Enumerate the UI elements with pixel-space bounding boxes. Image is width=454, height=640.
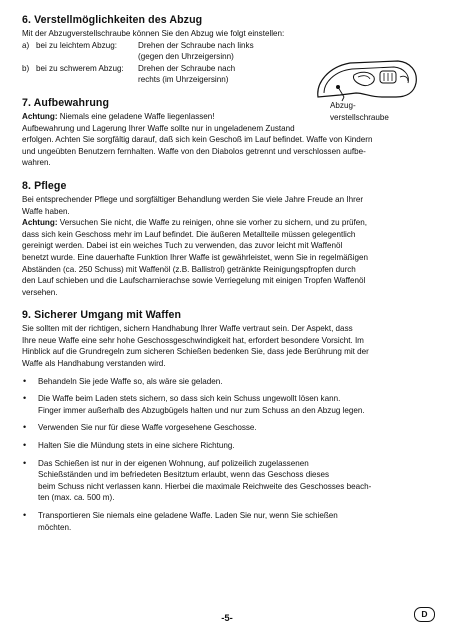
bullet-text: Das Schießen ist nur in der eigenen Wohnung, auf polizeilich zugelassenen: [38, 458, 309, 468]
adjust-row-a: [22, 40, 434, 52]
bullet-text: Finger immer außerhalb des Abzugbügels halten und nur zum Schuss an den Abzug legen.: [38, 405, 365, 415]
body-line: versehen.: [22, 287, 58, 297]
body-line: erfolgen. Achten Sie sorgfältig darauf, daß sich kein Geschoß im Lauf befindet. Waffe von Kindern: [22, 135, 373, 145]
list-item: [22, 393, 434, 416]
row-action: Drehen der Schraube nach links: [138, 40, 254, 50]
body-line: Aufbewahrung und Lagerung Ihrer Waffe sollte nur in ungeladenem Zustand: [22, 123, 295, 133]
warning-text: Niemals eine geladene Waffe liegenlassen!: [57, 111, 215, 121]
warning-text: Versuchen Sie nicht, die Waffe zu reinigen, ohne sie vorher zu sichern, und zu prüfen,: [57, 218, 368, 228]
bullet-text: Schießständen und im befriedeten Besitztum erlaubt, wenn das Geschoss dieses: [38, 470, 330, 480]
caption-line: Abzug-: [330, 101, 356, 110]
list-item: [22, 376, 434, 388]
body-line: Waffe haben.: [22, 206, 70, 216]
figure-caption: [330, 100, 389, 123]
body-line: benetzt wurde. Eine dauerhafte Funktion Ihrer Waffe ist gewährleistet, wenn Sie in regelmäßigen: [22, 252, 368, 262]
caption-line: verstellschraube: [330, 112, 389, 122]
bullet-text: Halten Sie die Mündung stets in eine sichere Richtung.: [38, 441, 235, 451]
body-line: dass sich kein Geschoss mehr im Lauf befindet. Die äußeren Metallteile müssen gelegentlich: [22, 229, 356, 239]
row-key: b): [22, 63, 30, 73]
row-case: bei zu leichtem Abzug:: [36, 40, 117, 50]
row-action: Drehen der Schraube nach: [138, 63, 236, 73]
body-line: wahren.: [22, 158, 51, 168]
list-item: [22, 510, 434, 533]
body-line: Abständen (ca. 250 Schuss) mit Waffenöl (z.B. Ballistrol) getränkte Reinigungspfropfen durch: [22, 264, 356, 274]
bullet-text: möchten.: [38, 522, 72, 532]
body-line: gereinigt werden. Dabei ist ein weiches Tuch zu verwenden, das zuvor leicht mit Waffenöl: [22, 241, 343, 251]
body-line: Waffe als Handhabung verstanden wird.: [22, 359, 166, 369]
row-case: bei zu schwerem Abzug:: [36, 63, 124, 73]
list-item: [22, 458, 434, 504]
bullet-text: beim Schuss nicht verlassen kann. Hierbei die maximale Reichweite des Geschosses beach-: [38, 481, 372, 491]
section-9: [22, 309, 434, 533]
body-line: Hinblick auf die Grundregeln zum sicheren Schießen bedenken Sie, dass jede Berührung mit der: [22, 347, 369, 357]
list-item: [22, 440, 434, 452]
bullet-text: Transportieren Sie niemals eine geladene Waffe. Laden Sie nur, wenn Sie schießen: [38, 511, 338, 520]
row-action-cont: (gegen den Uhrzeigersinn): [138, 52, 234, 62]
section-title: 6. Verstellmöglichkeiten des Abzug: [22, 14, 203, 26]
section-8: [22, 180, 434, 298]
row-action-cont: rechts (im Uhrzeigersinn): [138, 75, 229, 85]
bullet-text: Behandeln Sie jede Waffe so, als wäre sie geladen.: [38, 376, 223, 386]
body-line: Sie sollten mit der richtigen, sichern Handhabung Ihrer Waffe vertraut sein. Der Aspekt, dass: [22, 324, 353, 334]
row-key: a): [22, 40, 30, 50]
section-title: 7. Aufbewahrung: [22, 96, 110, 109]
body-line: den Lauf schieben und die Laufscharnierachse sowie Verriegelung mit einigen Tropfen Waffenöl: [22, 276, 366, 286]
list-item: [22, 422, 434, 434]
section-intro: Mit der Abzugverstellschraube können Sie den Abzug wie folgt einstellen:: [22, 29, 285, 38]
bullet-text: Verwenden Sie nur für diese Waffe vorgesehene Geschosse.: [38, 423, 257, 433]
safety-list: [22, 376, 434, 534]
body-line: und ungeübten Benutzern fernhalten. Waffe von den Diabolos getrennt und verschlossen aufbe-: [22, 146, 366, 156]
bullet-text: Die Waffe beim Laden stets sichern, so dass sich kein Schuss ungewollt lösen kann.: [38, 394, 341, 404]
bullet-text: ten (max. ca. 500 m).: [38, 493, 115, 503]
warning-label: Achtung:: [22, 218, 58, 228]
body-line: Bei entsprechender Pflege und sorgfältiger Behandlung werden Sie viele Jahre Freude an Ihrer: [22, 194, 364, 204]
warning-label: Achtung:: [22, 111, 58, 121]
section-title: 8. Pflege: [22, 179, 67, 192]
body-line: Ihre neue Waffe eine sehr hohe Geschossgeschwindigkeit hat, erfordert besondere Vorsicht. Im: [22, 335, 364, 345]
warning-line: [22, 217, 434, 229]
section-title: 9. Sicherer Umgang mit Waffen: [22, 309, 182, 322]
language-badge: D: [414, 607, 435, 622]
page-number: -5-: [221, 613, 233, 624]
